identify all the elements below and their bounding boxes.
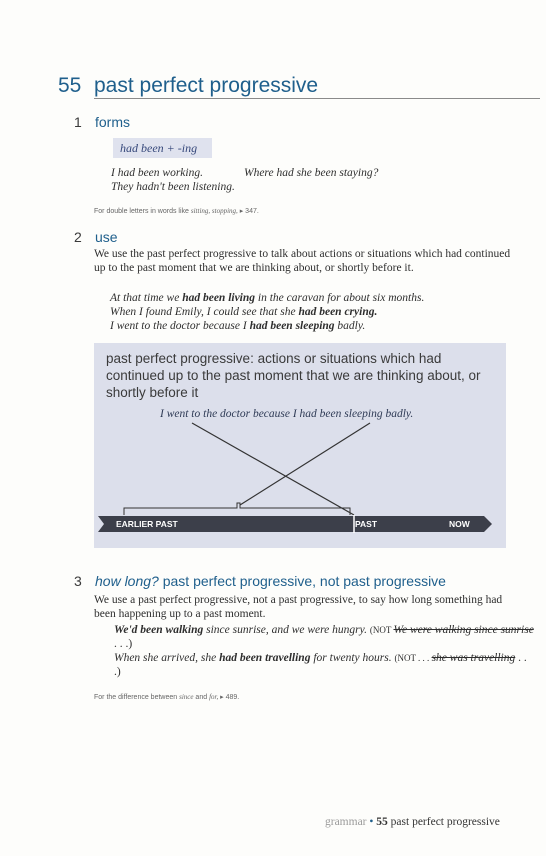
cross-line-1 <box>192 423 354 515</box>
example-1-1: I had been working. <box>111 167 203 179</box>
timeline-now: NOW <box>449 519 470 529</box>
section-1-number: 1 <box>74 114 82 130</box>
example-3-2: When she arrived, she had been travelling for twenty hours. (NOT . . . she was travelling . . .) <box>114 652 527 678</box>
section-2-body: We use the past perfect progressive to talk about actions or situations which had continued up to the past moment that we are thinking about, or shortly before it. <box>94 248 511 274</box>
duration-bracket <box>124 503 350 515</box>
example-2-3: I went to the doctor because I had been sleeping badly. <box>110 320 366 332</box>
timeline-earlier-past: EARLIER PAST <box>116 519 178 529</box>
example-1-2: Where had she been staying? <box>244 167 379 179</box>
example-2-1: At that time we had been living in the caravan for about six months. <box>110 292 425 304</box>
cross-line-2 <box>240 423 370 505</box>
formula-box <box>113 138 212 158</box>
example-3-1: We'd been walking since sunrise, and we were hungry. (NOT We were walking since sunrise . . .) <box>114 624 534 650</box>
page-footer: grammar • 55 past perfect progressive <box>325 816 500 828</box>
section-3-body: We use a past perfect progressive, not a past progressive, to say how long something had been happening up to a past moment. <box>94 594 503 620</box>
section-1-title: forms <box>95 114 130 130</box>
title-underline <box>94 98 540 99</box>
unit-number: 55 <box>58 74 82 97</box>
diagram-heading: past perfect progressive: actions or situations which had continued up to the past moment that we are thinking about, or shortly before it <box>106 351 481 400</box>
example-1-3: They hadn't been listening. <box>111 181 235 193</box>
formula-text: had been + -ing <box>120 141 198 155</box>
diagram-example: I went to the doctor because I had been sleeping badly. <box>160 408 414 420</box>
section-2-title: use <box>95 229 118 245</box>
note-double-letters: For double letters in words like sitting, stopping, ▸ 347. <box>94 207 259 215</box>
section-3-title: how long? past perfect progressive, not past progressive <box>95 573 446 589</box>
timeline-past: PAST <box>355 519 378 529</box>
note-since-for: For the difference between since and for, ▸ 489. <box>94 693 240 701</box>
example-2-2: When I found Emily, I could see that she had been crying. <box>110 306 378 318</box>
section-2-number: 2 <box>74 229 82 245</box>
unit-title: past perfect progressive <box>94 74 319 97</box>
timeline-diagram <box>94 343 506 548</box>
section-3-number: 3 <box>74 573 82 589</box>
